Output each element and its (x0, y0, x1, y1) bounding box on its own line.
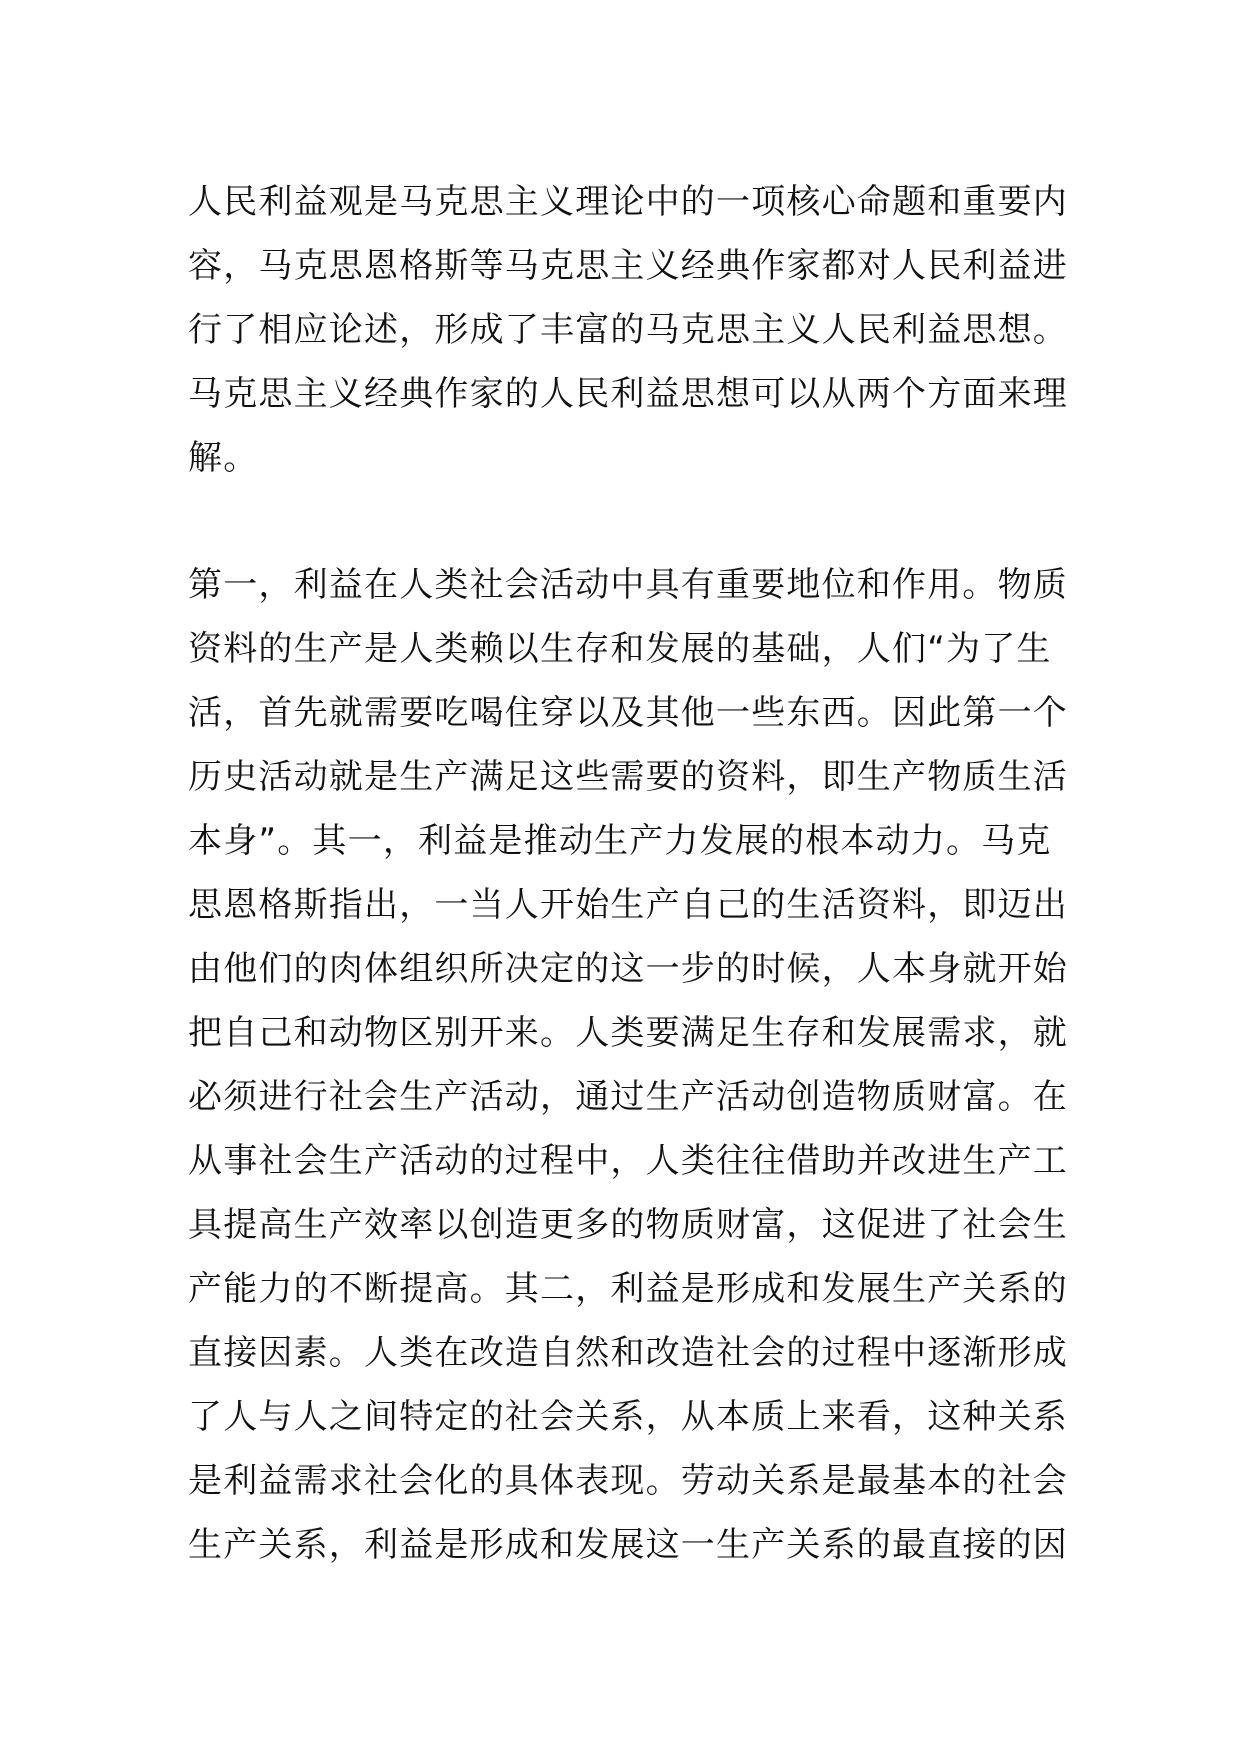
paragraph-line: 了人与人之间特定的社会关系，从本质上来看，这种关系 (188, 1397, 1068, 1437)
paragraph-line: 行了相应论述，形成了丰富的马克思主义人民利益思想。 (188, 310, 1068, 350)
paragraph-line: 思恩格斯指出，一当人开始生产自己的生活资料，即迈出 (188, 885, 1068, 925)
paragraph-line: 由他们的肉体组织所决定的这一步的时候，人本身就开始 (188, 949, 1068, 989)
paragraph-line: 资料的生产是人类赖以生存和发展的基础，人们“为了生 (188, 629, 1052, 669)
paragraph-line: 必须进行社会生产活动，通过生产活动创造物质财富。在 (188, 1077, 1068, 1117)
paragraph-line: 马克思主义经典作家的人民利益思想可以从两个方面来理 (188, 374, 1068, 414)
paragraph-line: 历史活动就是生产满足这些需要的资料，即生产物质生活 (188, 757, 1068, 797)
paragraph-line: 容，马克思恩格斯等马克思主义经典作家都对人民利益进 (188, 246, 1068, 286)
paragraph-line: 生产关系，利益是形成和发展这一生产关系的最直接的因 (188, 1525, 1068, 1565)
paragraph-line: 解。 (188, 438, 259, 478)
paragraph-line: 人民利益观是马克思主义理论中的一项核心命题和重要内 (188, 182, 1068, 222)
paragraph-line: 从事社会生产活动的过程中，人类往往借助并改进生产工 (188, 1141, 1068, 1181)
paragraph-line: 是利益需求社会化的具体表现。劳动关系是最基本的社会 (188, 1461, 1068, 1501)
paragraph-2 (188, 553, 1068, 1577)
paragraph-1 (188, 170, 1068, 490)
paragraph-line: 具提高生产效率以创造更多的物质财富，这促进了社会生 (188, 1205, 1068, 1245)
paragraph-line: 把自己和动物区别开来。人类要满足生存和发展需求，就 (188, 1013, 1068, 1053)
paragraph-line: 直接因素。人类在改造自然和改造社会的过程中逐渐形成 (188, 1333, 1068, 1373)
paragraph-line: 产能力的不断提高。其二，利益是形成和发展生产关系的 (188, 1269, 1068, 1309)
paragraph-line: 第一，利益在人类社会活动中具有重要地位和作用。物质 (188, 565, 1068, 605)
paragraph-line: 本身”。其一，利益是推动生产力发展的根本动力。马克 (188, 821, 1052, 861)
paragraph-line: 活，首先就需要吃喝住穿以及其他一些东西。因此第一个 (188, 693, 1068, 733)
